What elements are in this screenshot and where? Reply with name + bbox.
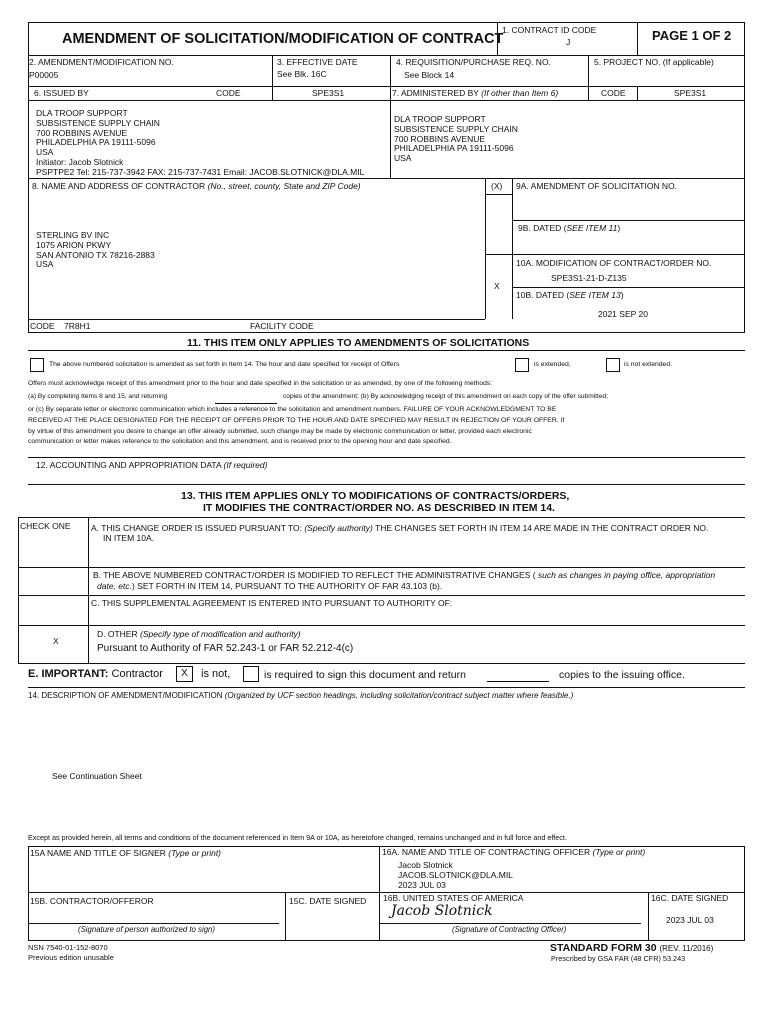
except-text: Except as provided herein, all terms and conditions of the document referenced in Item 9A or 10A, as heretofore changed, remains unchanged and in full force and effect. [28, 833, 567, 842]
issued-by-address: DLA TROOP SUPPORT SUBSISTENCE SUPPLY CHAIN 700 ROBBINS AVENUE PHILADELPHIA PA 19111-5096 USA Initiator: Jacob Slotnick PSPTPE2 Tel: 215-737-3942 FAX: 215-737-7431 Email: JACOB.SLOTNICK@DLA.MIL [36, 108, 365, 177]
nsn-number: NSN 7540-01-152-8070 [28, 943, 108, 952]
x-mark-10: X [494, 281, 500, 291]
date-signed-15c-label: 15C. DATE SIGNED [289, 896, 367, 906]
is-required-label: is required to sign this document and return [264, 669, 466, 681]
item-10a-label: 10A. MODIFICATION OF CONTRACT/ORDER NO. [516, 258, 712, 268]
is-not-checkbox[interactable] [176, 666, 193, 682]
item-10b-value: 2021 SEP 20 [598, 309, 648, 319]
amendment-no-label: 2. AMENDMENT/MODIFICATION NO. [29, 57, 174, 67]
officer-label: 16A. NAME AND TITLE OF CONTRACTING OFFICER (Type or print) [382, 847, 646, 857]
important-row: E. IMPORTANT: Contractor [28, 668, 163, 680]
not-extended-label: is not extended. [624, 361, 672, 368]
item-11-line1: The above numbered solicitation is amended as set forth in Item 14. The hour and date specified for receipt of Offers [49, 361, 400, 368]
item-13d-mark: X [53, 636, 59, 646]
item-14-label: 14. DESCRIPTION OF AMENDMENT/MODIFICATION (Organized by UCF section headings, including solicitation/contract subject matter where feasible.) [28, 691, 574, 700]
not-extended-checkbox[interactable] [606, 358, 620, 372]
is-extended-label: is extended, [534, 361, 571, 368]
administered-code-value: SPE3S1 [674, 88, 707, 98]
item-13-heading-1: 13. THIS ITEM APPLIES ONLY TO MODIFICATIONS OF CONTRACTS/ORDERS, [181, 490, 570, 502]
project-no-label: 5. PROJECT NO. (If applicable) [594, 57, 714, 67]
contractor-code-value: 7R8H1 [64, 321, 91, 331]
check-one-label: CHECK ONE [20, 521, 71, 531]
administered-by-address: DLA TROOP SUPPORT SUBSISTENCE SUPPLY CHAIN 700 ROBBINS AVENUE PHILADELPHIA PA 19111-5096 USA [394, 114, 518, 164]
item-13b-line2: date, etc.) SET FORTH IN ITEM 14, PURSUANT TO THE AUTHORITY OF FAR 43.103 (b). [97, 581, 443, 591]
item-13d-value: Pursuant to Authority of FAR 52.243-1 or FAR 52.212-4(c) [97, 643, 354, 654]
item-13a-line2: IN ITEM 10A. [103, 533, 155, 543]
is-required-checkbox[interactable] [243, 666, 259, 682]
item-9a-label: 9A. AMENDMENT OF SOLICITATION NO. [516, 181, 678, 191]
requisition-value: See Block 14 [404, 70, 455, 80]
extended-checkbox[interactable] [515, 358, 529, 372]
x-mark-header: (X) [491, 181, 503, 191]
previous-edition: Previous edition unusable [28, 953, 114, 962]
item-11-line3a: (a) By completing Items 8 and 15, and returning [28, 393, 168, 400]
administered-by-label: 7. ADMINISTERED BY (If other than Item 6) [392, 88, 559, 98]
form-number: STANDARD FORM 30 (REV. 11/2016) [550, 942, 714, 954]
item-11-checkbox[interactable] [30, 358, 44, 372]
sig-15-caption: (Signature of person authorized to sign) [78, 925, 215, 934]
contract-id-value: J [566, 37, 571, 47]
issued-code-value: SPE3S1 [312, 88, 345, 98]
item-10a-value: SPE3S1-21-D-Z135 [551, 273, 627, 283]
item-13b-line1: B. THE ABOVE NUMBERED CONTRACT/ORDER IS MODIFIED TO REFLECT THE ADMINISTRATIVE CHANGES ( such as changes in paying office, appropriation [93, 570, 716, 580]
copies-label: copies to the issuing office. [559, 669, 685, 681]
form-title: AMENDMENT OF SOLICITATION/MODIFICATION OF CONTRACT [62, 31, 504, 47]
item-13c-line: C. THIS SUPPLEMENTAL AGREEMENT IS ENTERED INTO PURSUANT TO AUTHORITY OF: [91, 598, 453, 608]
facility-code-label: FACILITY CODE [250, 321, 314, 331]
date-signed-16c-label: 16C. DATE SIGNED [651, 893, 729, 903]
item-11-line2: Offers must acknowledge receipt of this amendment prior to the hour and date specified in the solicitation or as amended, by one of the following methods: [28, 380, 493, 387]
contractor-offeror-label: 15B. CONTRACTOR/OFFEROR [30, 896, 154, 906]
effective-date-label: 3. EFFECTIVE DATE [277, 57, 358, 67]
item-13d-label: D. OTHER (Specify type of modification and authority) [97, 629, 301, 639]
administered-code-label: CODE [601, 88, 626, 98]
item-10b-label: 10B. DATED (SEE ITEM 13) [516, 290, 624, 300]
item-9b-label: 9B. DATED (SEE ITEM 11) [518, 223, 621, 233]
officer-info: Jacob Slotnick JACOB.SLOTNICK@DLA.MIL 2023 JUL 03 [398, 860, 513, 890]
item-11-line6: by virtue of this amendment you desire to change an offer already submitted, such change may be made by electronic communication or letter, provided each electronic [28, 428, 532, 435]
sig-16-caption: (Signature of Contracting Officer) [452, 925, 567, 934]
item-11-line7: communication or letter makes reference to the solicitation and this amendment, and is received prior to the opening hour and date specified. [28, 438, 452, 445]
effective-date-value: See Blk. 16C [277, 69, 327, 79]
issued-code-label: CODE [216, 88, 241, 98]
contractor-code-label: CODE [30, 321, 55, 331]
signer-label: 15A NAME AND TITLE OF SIGNER (Type or print) [30, 848, 222, 858]
item-13-heading-2: IT MODIFIES THE CONTRACT/ORDER NO. AS DESCRIBED IN ITEM 14. [203, 502, 555, 514]
requisition-label: 4. REQUISITION/PURCHASE REQ. NO. [396, 57, 551, 67]
contract-id-label: 1. CONTRACT ID CODE [502, 25, 597, 35]
item-11-line5: RECEIVED AT THE PLACE DESIGNATED FOR THE RECEIPT OF OFFERS PRIOR TO THE HOUR AND DATE SPECIFIED MAY RESULT IN REJECTION OF YOUR OFFER. If [28, 417, 565, 424]
contracting-officer-signature: Jacob Slotnick [391, 903, 493, 919]
item-11-line4: or (c) By separate letter or electronic communication which includes a reference to the solicitation and amendment numbers. FAILURE OF YOUR ACKNOWLEDGMENT TO BE [28, 406, 557, 413]
date-16c-value: 2023 JUL 03 [666, 915, 714, 925]
item-13a-line1: A. THIS CHANGE ORDER IS ISSUED PURSUANT TO: (Specify authority) THE CHANGES SET FORTH IN ITEM 14 ARE MADE IN THE CONTRACT ORDER NO. [91, 523, 709, 533]
is-not-mark: X [181, 668, 188, 679]
amendment-no-value: P00005 [29, 70, 59, 80]
item-12-label: 12. ACCOUNTING AND APPROPRIATION DATA (If required) [36, 460, 268, 470]
continuation-sheet: See Continuation Sheet [52, 771, 142, 781]
prescribed-by: Prescribed by GSA FAR (48 CFR) 53.243 [551, 954, 686, 963]
contractor-label: 8. NAME AND ADDRESS OF CONTRACTOR (No., street, county, State and ZIP Code) [32, 181, 361, 191]
is-not-label: is not, [201, 668, 231, 680]
contractor-address: STERLING BV INC 1075 ARION PKWY SAN ANTONIO TX 78216-2883 USA [36, 230, 155, 270]
usa-label: 16B. UNITED STATES OF AMERICA [383, 893, 524, 903]
issued-by-label: 6. ISSUED BY [34, 88, 89, 98]
item-11-line3b: copies of the amendment; (b) By acknowledging receipt of this amendment on each copy of the offer submitted; [283, 393, 608, 400]
page-number: PAGE 1 OF 2 [652, 28, 732, 43]
item-11-heading: 11. THIS ITEM ONLY APPLIES TO AMENDMENTS OF SOLICITATIONS [187, 337, 530, 349]
